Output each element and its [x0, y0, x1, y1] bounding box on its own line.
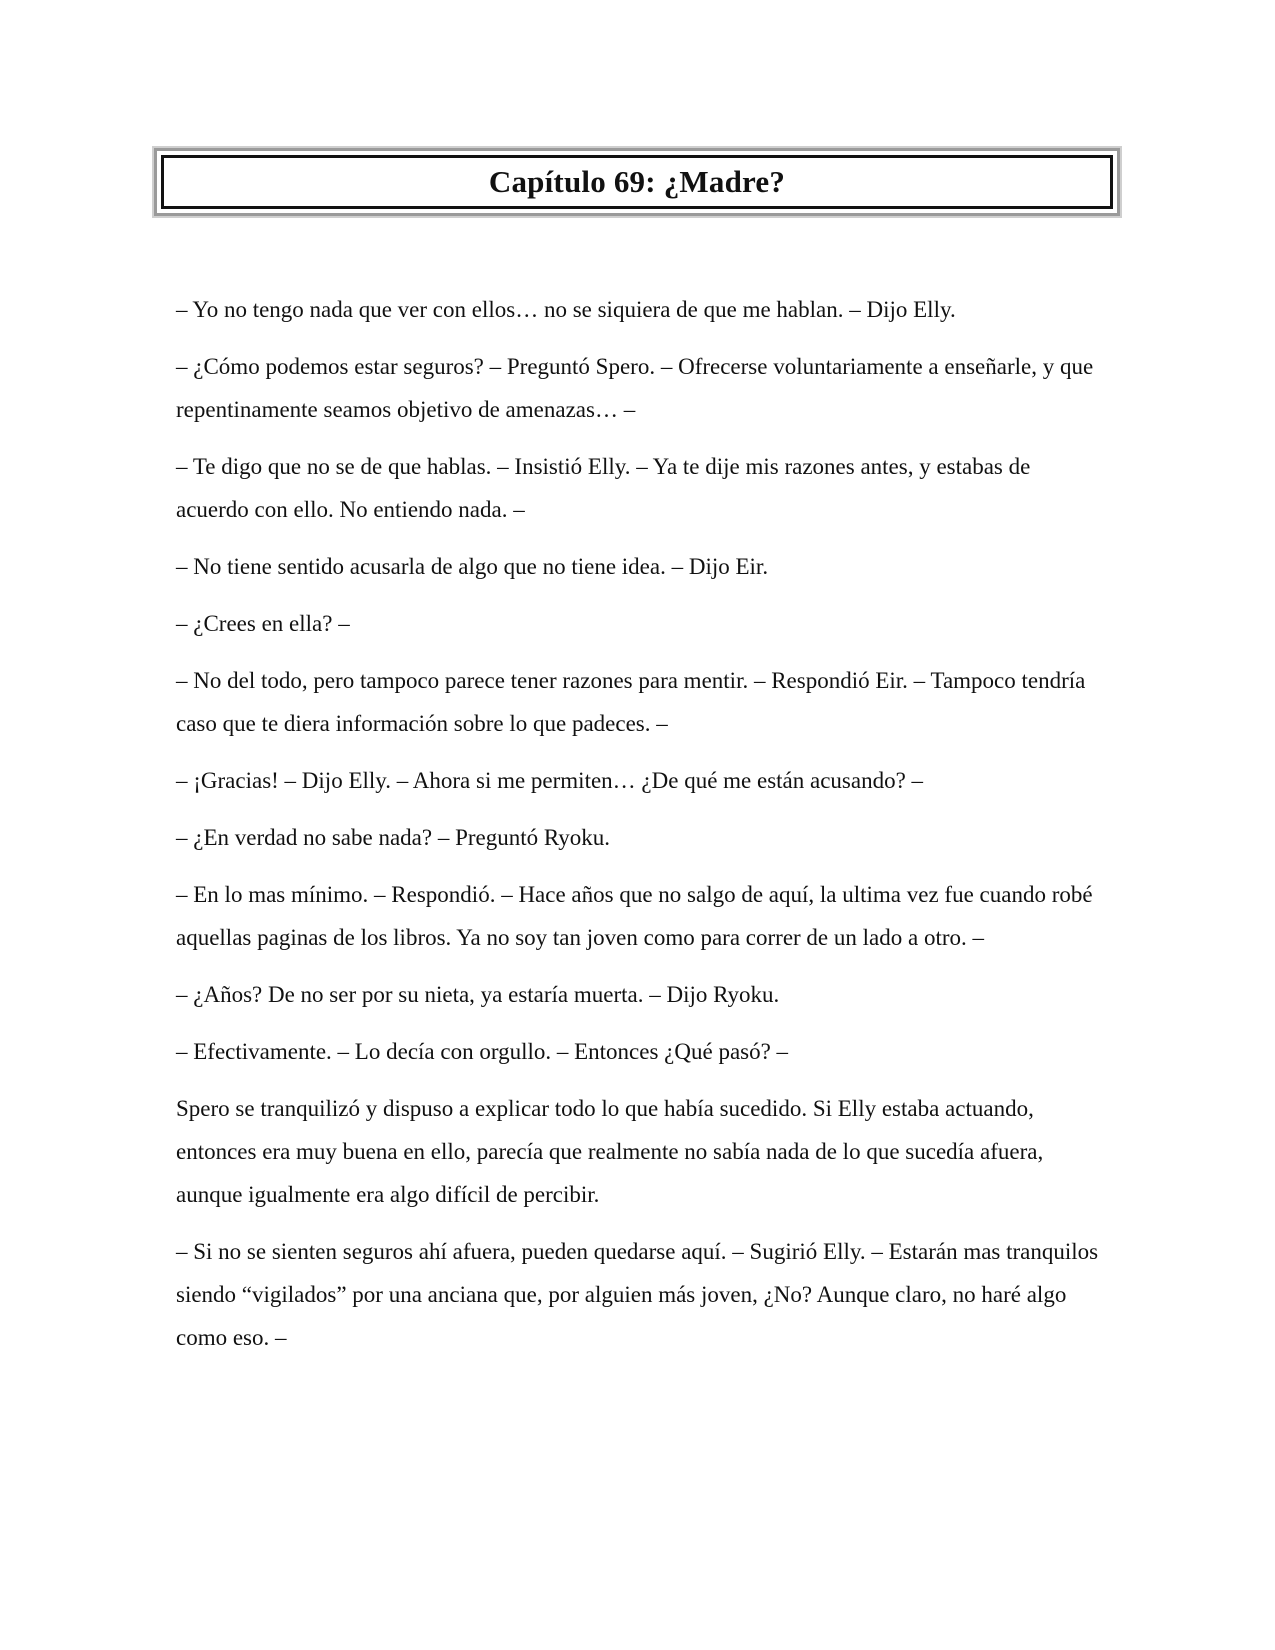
- paragraph: – ¿En verdad no sabe nada? – Preguntó Ryoku.: [176, 825, 611, 850]
- paragraph: – ¿Años? De no ser por su nieta, ya estaría muerta. – Dijo Ryoku.: [176, 982, 780, 1007]
- paragraph: – Yo no tengo nada que ver con ellos… no se siquiera de que me hablan. – Dijo Elly.: [176, 297, 956, 322]
- paragraph: – Te digo que no se de que hablas. – Insistió Elly. – Ya te dije mis razones antes, y estabas de acuerdo con ello. No entiendo nada. –: [176, 454, 1031, 522]
- paragraph: – ¿Crees en ella? –: [176, 611, 350, 636]
- paragraph: – ¡Gracias! – Dijo Elly. – Ahora si me permiten… ¿De qué me están acusando? –: [176, 768, 924, 793]
- paragraph: Spero se tranquilizó y dispuso a explicar todo lo que había sucedido. Si Elly estaba actuando, entonces era muy buena en ello, parecía que realmente no sabía nada de lo que sucedía afuera, aunque igualmente era algo difícil de percibir.: [176, 1096, 1044, 1207]
- paragraph: – En lo mas mínimo. – Respondió. – Hace años que no salgo de aquí, la ultima vez fue cuando robé aquellas paginas de los libros. Ya no soy tan joven como para correr de un lado a otro. –: [176, 882, 1093, 950]
- paragraph: – No tiene sentido acusarla de algo que no tiene idea. – Dijo Eir.: [176, 554, 769, 579]
- chapter-title: Capítulo 69: ¿Madre?: [488, 164, 786, 199]
- chapter-title-frame: [154, 148, 1120, 216]
- paragraph: – Efectivamente. – Lo decía con orgullo. – Entonces ¿Qué pasó? –: [176, 1039, 789, 1064]
- chapter-body: [176, 288, 1106, 1373]
- chapter-title-box: [161, 155, 1113, 209]
- paragraph: – No del todo, pero tampoco parece tener razones para mentir. – Respondió Eir. – Tampoco tendría caso que te diera información sobre lo que padeces. –: [176, 668, 1086, 736]
- paragraph: – ¿Cómo podemos estar seguros? – Preguntó Spero. – Ofrecerse voluntariamente a enseñarle, y que repentinamente seamos objetivo de amenazas… –: [176, 354, 1094, 422]
- paragraph: – Si no se sienten seguros ahí afuera, pueden quedarse aquí. – Sugirió Elly. – Estarán mas tranquilos siendo “vigilados” por una anciana que, por alguien más joven, ¿No? Aunque claro, no haré algo como eso. –: [176, 1239, 1099, 1350]
